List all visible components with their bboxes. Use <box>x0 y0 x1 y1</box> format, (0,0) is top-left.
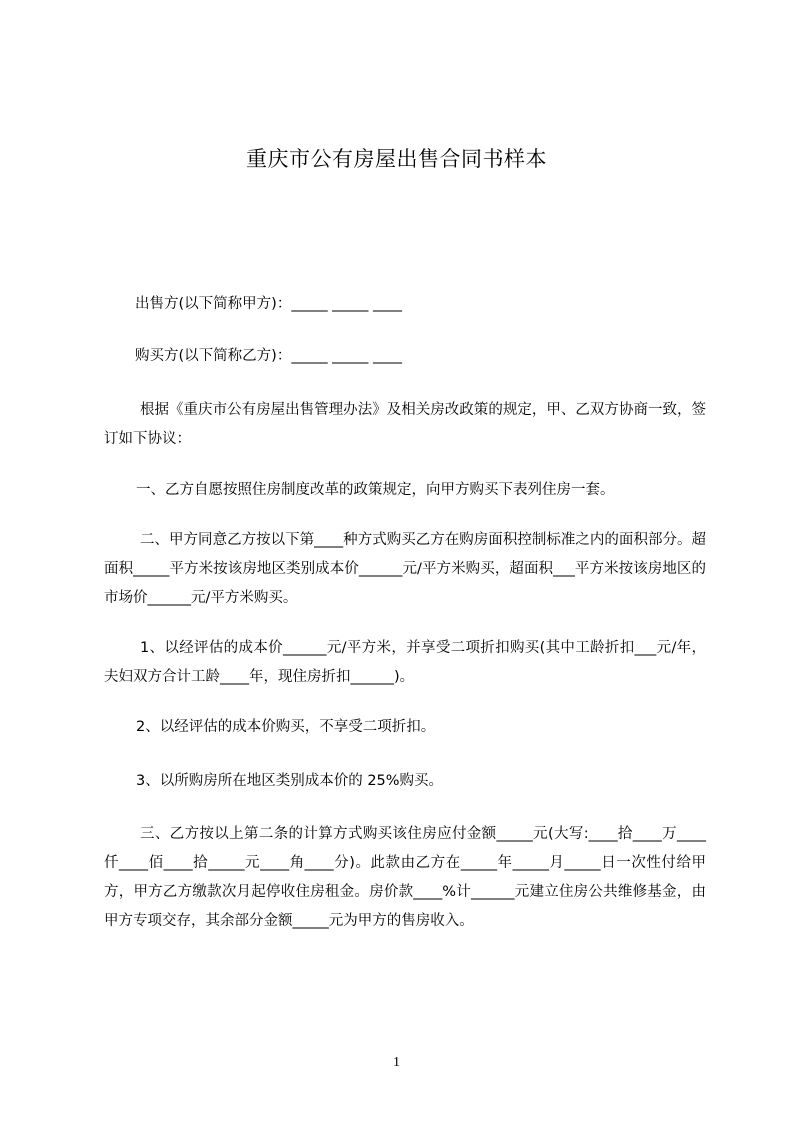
clause-2-paragraph: 二、甲方同意乙方按以下第____种方式购买乙方在购房面积控制标准之内的面积部分。超面积_____平方米按该房地区类别成本价______元/平方米购买，超面积___平方米按该房地区的市场价______元/平方米购买。 <box>104 532 706 606</box>
clause-3-paragraph: 三、乙方按以上第二条的计算方式购买该住房应付金额_____元(大写:____拾____万____仟____佰____拾_____元____角____分)。此款由乙方在_____年_____月_____日一次性付给甲方，甲方乙方缴款次月起停收住房租金。房价款____%计______元建立住房公共维修基金，由甲方专项交存，其余部分金额_____元为甲方的售房收入。 <box>104 826 706 929</box>
clause-2-item-3: 3、以所购房所在地区类别成本价的 25%购买。 <box>136 773 444 789</box>
page-number: 1 <box>393 1055 400 1070</box>
buyer-line: 购买方(以下简称乙方)：_____ _____ ____ <box>135 348 403 364</box>
seller-line: 出售方(以下简称甲方)：_____ _____ ____ <box>135 296 403 312</box>
clause-2-item-2: 2、以经评估的成本价购买，不享受二项折扣。 <box>136 719 436 735</box>
document-title: 重庆市公有房屋出售合同书样本 <box>246 147 547 171</box>
intro-paragraph: 根据《重庆市公有房屋出售管理办法》及相关房改政策的规定，甲、乙双方协商一致，签订如下协议： <box>104 402 706 447</box>
clause-2-item-1: 1、以经评估的成本价______元/平方米，并享受二项折扣购买(其中工龄折扣___元/年，夫妇双方合计工龄____年，现住房折扣______)。 <box>104 640 706 685</box>
clause-1-paragraph: 一、乙方自愿按照住房制度改革的政策规定，向甲方购买下表列住房一套。 <box>136 482 615 498</box>
